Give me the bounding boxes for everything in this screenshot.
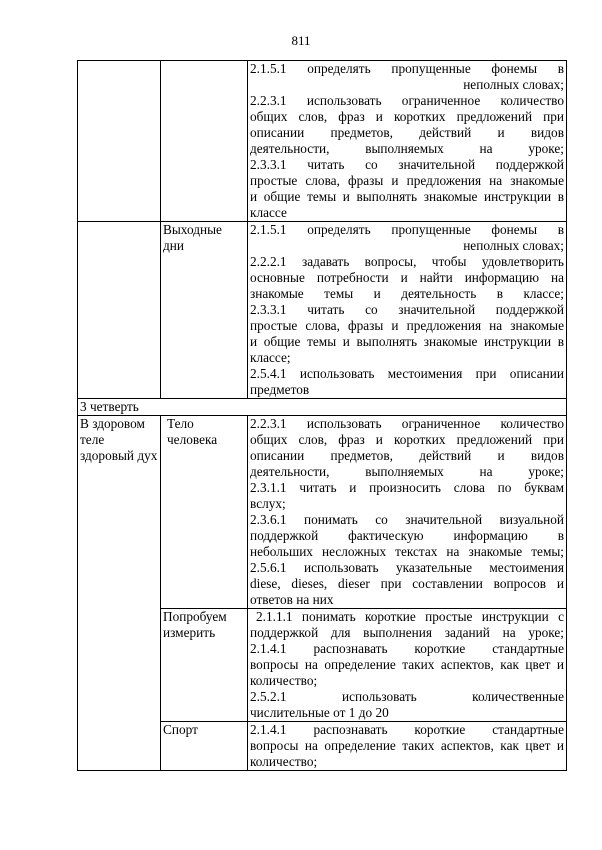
curriculum-table	[77, 60, 567, 771]
objective-line: количество;	[250, 673, 318, 688]
topic-label: Спорт	[163, 722, 198, 737]
topic-cell	[161, 609, 248, 722]
section-cell	[78, 222, 161, 399]
objective-line: описании предметов, действий и видов	[250, 448, 564, 463]
objective-line: 2.2.3.1 использовать ограниченное количество	[250, 93, 564, 108]
objective-line: 2.5.6.1 использовать указательные местоимения	[250, 560, 564, 575]
objective-line: 2.2.2.1 задавать вопросы, чтобы удовлетворить	[250, 254, 564, 269]
objective-line: вслух;	[250, 496, 286, 511]
objective-line: предметов	[250, 382, 310, 397]
objective-line: классе	[250, 205, 287, 220]
objectives-cell	[248, 416, 567, 609]
objective-line: и общие темы и выполнять знакомые инструкции в	[250, 189, 564, 204]
objective-line: простые слова, фразы и предложения на знакомые	[250, 173, 564, 188]
objective-line: деятельности, выполняемых на уроке;	[250, 464, 564, 479]
objective-line: 2.1.5.1 определять пропущенные фонемы в	[250, 61, 564, 76]
objectives-cell	[248, 222, 567, 399]
quarter-row	[78, 399, 567, 416]
objective-line: 2.1.4.1 распознавать короткие стандартные	[250, 722, 564, 737]
objective-line: 2.3.3.1 читать со значительной поддержкой	[250, 157, 564, 172]
objective-line: небольших несложных текстах на знакомые темы;	[250, 544, 564, 559]
objective-line: 2.5.4.1 использовать местоимения при описании	[250, 366, 564, 381]
objective-line: неполных словах;	[463, 77, 564, 92]
section-label: В здоровом теле здоровый дух	[80, 416, 158, 463]
objective-line: 2.1.4.1 распознавать короткие стандартные	[250, 641, 564, 656]
topic-label: Тело человека	[167, 416, 218, 447]
objective-line: 2.5.2.1 использовать количественные	[250, 689, 564, 704]
quarter-label: 3 четверть	[78, 399, 567, 416]
objective-line: основные потребности и найти информацию на	[250, 270, 564, 285]
objective-line: 2.3.3.1 читать со значительной поддержкой	[250, 302, 564, 317]
topic-cell	[161, 222, 248, 399]
objective-line: 2.3.6.1 понимать со значительной визуальной	[250, 512, 564, 527]
objective-line: вопросы на определение таких аспектов, как цвет и	[250, 657, 564, 672]
objective-line: простые слова, фразы и предложения на знакомые	[250, 318, 564, 333]
section-cell	[78, 416, 161, 771]
table-row	[78, 61, 567, 222]
topic-label: Выходные дни	[163, 222, 222, 253]
objective-line: общих слов, фраз и коротких предложений при	[250, 109, 564, 124]
objectives-cell	[248, 609, 567, 722]
objective-line: 2.1.5.1 определять пропущенные фонемы в	[250, 222, 564, 237]
objective-line: количество;	[250, 754, 318, 769]
section-cell	[78, 61, 161, 222]
page-number: 811	[291, 33, 311, 48]
objective-line: 2.2.3.1 использовать ограниченное количество	[250, 416, 564, 431]
table-row	[78, 222, 567, 399]
objective-line: общих слов, фраз и коротких предложений при	[250, 432, 564, 447]
objective-line: diese, dieses, dieser при составлении вопросов и	[250, 576, 564, 591]
objectives-cell	[248, 61, 567, 222]
objective-line: ответов на них	[250, 592, 334, 607]
objective-line: 2.1.1.1 понимать короткие простые инструкции с	[256, 609, 564, 624]
objective-line: 2.3.1.1 читать и произносить слова по буквам	[250, 480, 564, 495]
objective-line: числительные от 1 до 20	[250, 705, 389, 720]
objective-line: классе;	[250, 350, 291, 365]
objective-line: поддержкой фактическую информацию в	[250, 528, 564, 543]
topic-cell	[161, 722, 248, 771]
objectives-cell	[248, 722, 567, 771]
objective-line: вопросы на определение таких аспектов, как цвет и	[250, 738, 564, 753]
topic-label: Попробуем измерить	[163, 609, 227, 640]
objective-line: и общие темы и выполнять знакомые инструкции в	[250, 334, 564, 349]
objective-line: описании предметов, действий и видов	[250, 125, 564, 140]
table-row	[78, 416, 567, 609]
objective-line: поддержкой для выполнения заданий на уроке;	[250, 625, 564, 640]
topic-cell	[161, 61, 248, 222]
objective-line: знакомые темы и деятельность в классе;	[250, 286, 564, 301]
objective-line: деятельности, выполняемых на уроке;	[250, 141, 564, 156]
topic-cell	[161, 416, 248, 609]
objective-line: неполных словах;	[463, 238, 564, 253]
